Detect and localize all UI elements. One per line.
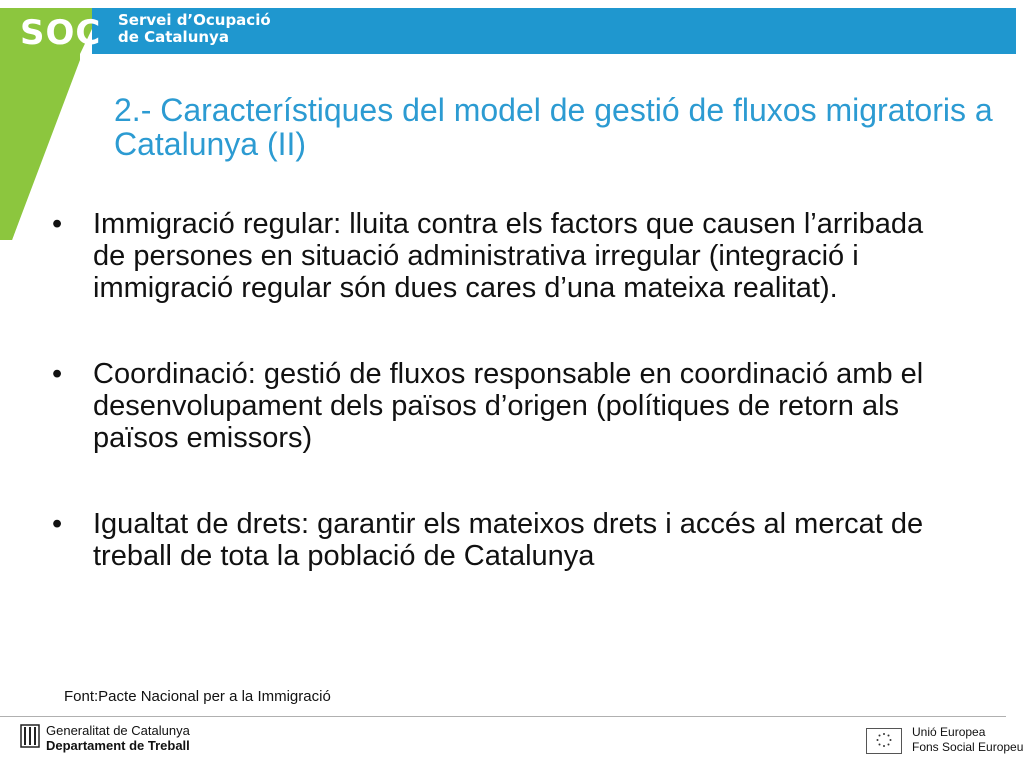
generalitat-name: Generalitat de Catalunya <box>46 723 190 738</box>
footer-divider <box>0 716 1006 717</box>
soc-logo: SOC <box>20 13 102 53</box>
esf-name: Fons Social Europeu <box>912 740 1024 754</box>
eu-label <box>912 725 1023 755</box>
bullet-icon: • <box>52 508 63 540</box>
bullet-text: Igualtat de drets: garantir els mateixos drets i accés al mercat de treball de tota la població de Catalunya <box>93 508 924 572</box>
organization-name-line2: de Catalunya <box>118 28 229 46</box>
organization-name <box>118 12 271 46</box>
bullet-icon: • <box>52 358 63 390</box>
bullet-icon: • <box>52 208 63 240</box>
eu-flag-icon <box>866 728 902 754</box>
bullet-item <box>52 208 952 304</box>
bullet-list <box>52 208 952 626</box>
generalitat-label <box>46 723 190 753</box>
bullet-item <box>52 358 952 454</box>
bullet-item <box>52 508 952 572</box>
slide-title: 2.- Característiques del model de gestió de fluxos migratoris a Catalunya (II) <box>114 92 993 162</box>
department-name: Departament de Treball <box>46 738 190 753</box>
eu-name: Unió Europea <box>912 725 986 739</box>
bullet-text: Immigració regular: lluita contra els factors que causen l’arribada de persones en situació administrativa irregular (integració i immigració regular són dues cares d’una mateixa realitat). <box>93 208 924 304</box>
source-note: Font:Pacte Nacional per a la Immigració <box>64 688 331 705</box>
organization-name-line1: Servei d’Ocupació <box>118 11 271 29</box>
generalitat-emblem-icon <box>20 724 40 748</box>
bullet-text: Coordinació: gestió de fluxos responsable en coordinació amb el desenvolupament dels països d’origen (polítiques de retorn als països emissors) <box>93 358 924 454</box>
